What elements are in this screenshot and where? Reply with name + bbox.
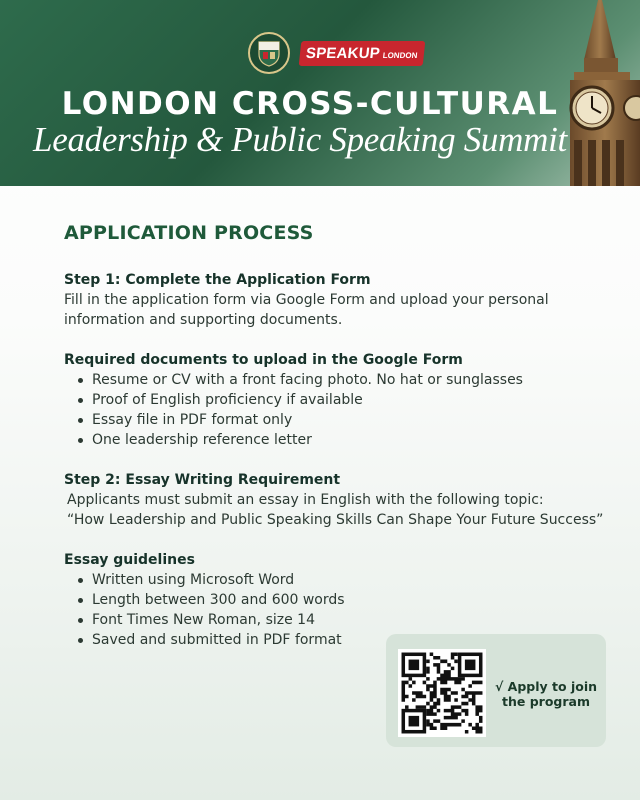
apply-cta-text[interactable]: √ Apply to join the program bbox=[494, 679, 597, 709]
title-line-1: LONDON CROSS-CULTURAL bbox=[61, 86, 559, 122]
speakup-london-logo bbox=[299, 41, 425, 66]
big-ben-tower-image bbox=[530, 0, 640, 186]
list-item: Written using Microsoft Word bbox=[78, 570, 604, 590]
logo-group bbox=[248, 32, 424, 74]
title-line-2: Leadership & Public Speaking Summit bbox=[33, 120, 567, 159]
list-item: Length between 300 and 600 words bbox=[78, 590, 604, 610]
step2-heading: Step 2: Essay Writing Requirement bbox=[64, 472, 341, 488]
apply-qr-card[interactable] bbox=[386, 634, 606, 747]
list-item: Essay file in PDF format only bbox=[78, 410, 604, 430]
brand-text: SPEAKUP bbox=[305, 44, 381, 62]
guidelines-heading: Essay guidelines bbox=[64, 552, 195, 568]
application-process-section bbox=[64, 222, 604, 650]
step2-body: Applicants must submit an essay in English with the following topic: bbox=[67, 492, 544, 508]
section-title: APPLICATION PROCESS bbox=[64, 222, 314, 244]
list-item: Saved and submitted in PDF format bbox=[78, 630, 604, 650]
list-item: Resume or CV with a front facing photo. No hat or sunglasses bbox=[78, 370, 604, 390]
list-item: Proof of English proficiency if available bbox=[78, 390, 604, 410]
documents-list bbox=[78, 370, 604, 450]
documents-heading: Required documents to upload in the Google Form bbox=[64, 352, 463, 368]
header-banner bbox=[0, 0, 640, 186]
step1-body: Fill in the application form via Google Form and upload your personal information and supporting documents. bbox=[64, 292, 549, 328]
step1-heading: Step 1: Complete the Application Form bbox=[64, 272, 371, 288]
essay-topic: “How Leadership and Public Speaking Skills Can Shape Your Future Success” bbox=[67, 512, 604, 528]
list-item: Font Times New Roman, size 14 bbox=[78, 610, 604, 630]
brand-suffix: LONDON bbox=[382, 50, 418, 60]
academy-crest-logo bbox=[248, 32, 290, 74]
list-item: One leadership reference letter bbox=[78, 430, 604, 450]
qr-code-icon[interactable] bbox=[398, 649, 486, 737]
shield-icon bbox=[254, 38, 284, 68]
